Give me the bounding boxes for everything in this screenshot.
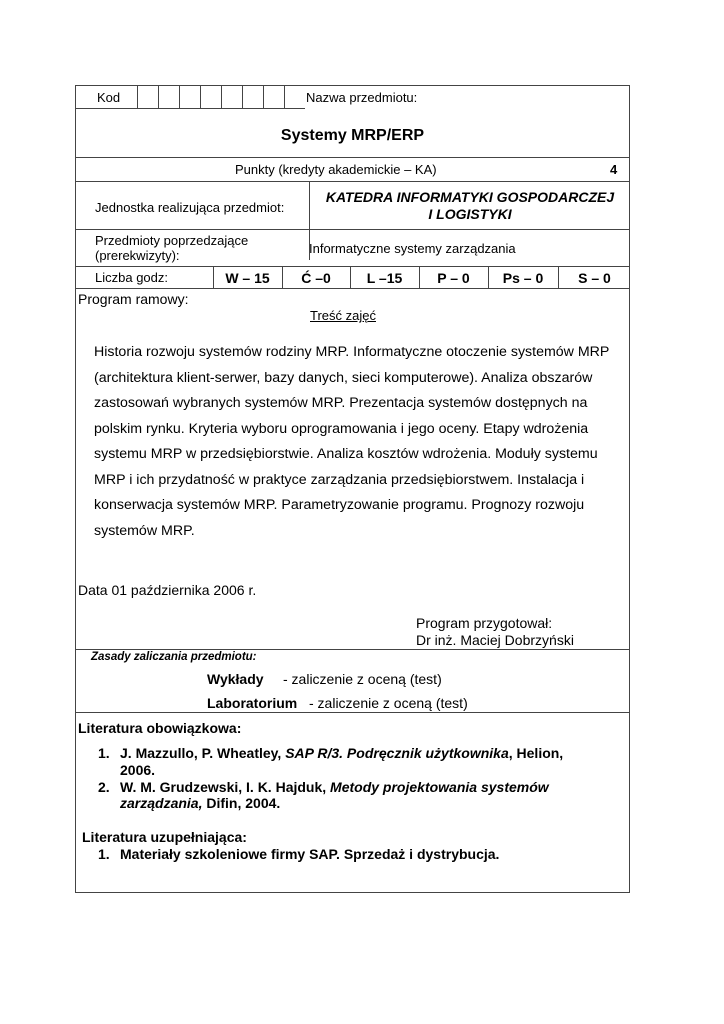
program-date: Data 01 października 2006 r. (78, 582, 257, 598)
code-box (200, 86, 221, 108)
prereq-label-line1: Przedmioty poprzedzające (95, 233, 249, 248)
content-heading: Treść zajęć (310, 308, 376, 323)
required-literature-label: Literatura obowiązkowa: (78, 720, 242, 736)
program-line: zastosowań wybranych systemów MRP. Prezentacja systemów dostępnych na (94, 395, 588, 411)
code-box (158, 86, 179, 108)
program-line: Historia rozwoju systemów rodziny MRP. Informatyczne otoczenie systemów MRP (94, 344, 610, 360)
code-box (137, 86, 158, 108)
code-box (221, 86, 242, 108)
divider (76, 712, 629, 713)
program-line: (architektura klient-serwer, bazy danych, sieci komputerowe). Analiza obszarów (94, 369, 593, 386)
supplementary-item-1: Materiały szkoleniowe firmy SAP. Sprzedaż i dystrybucja. (120, 846, 500, 862)
unit-value-line1: KATEDRA INFORMATYKI GOSPODARCZEJ (325, 189, 615, 205)
list-number: 2. (98, 779, 110, 795)
literature-item-1 (120, 745, 563, 761)
prereq-label-line2: (prerekwizyty): (95, 248, 180, 263)
hours-label: Liczba godz: (95, 270, 168, 285)
hours-lab: L –15 (366, 270, 403, 286)
rules-label: Zasady zaliczania przedmiotu: (91, 651, 257, 663)
prepared-by-name: Dr inż. Maciej Dobrzyński (416, 632, 574, 648)
points-label: Punkty (kredyty akademickie – KA) (235, 162, 437, 177)
hours-seminar: S – 0 (578, 270, 611, 286)
code-box (179, 86, 200, 108)
divider (76, 157, 629, 158)
subject-name-label: Nazwa przedmiotu: (306, 90, 418, 105)
divider (76, 266, 629, 267)
lectures-value: - zaliczenie z oceną (test) (283, 671, 442, 687)
unit-label: Jednostka realizująca przedmiot: (95, 200, 285, 215)
code-box (263, 86, 284, 108)
lab-value: - zaliczenie z oceną (test) (309, 695, 468, 711)
program-line: konserwacja systemów MRP. Parametryzowanie programu. Prognozy rozwoju (94, 497, 585, 513)
program-line: polskim rynku. Kryteria wyboru oprogramowania i jego oceny. Etapy wdrożenia (94, 420, 589, 437)
literature-item-2 (120, 779, 549, 795)
list-number: 1. (98, 745, 110, 761)
program-line: systemu MRP w przedsiębiorstwie. Analiza kosztów wdrożenia. Moduły systemu (94, 446, 598, 462)
unit-value-line2: I LOGISTYKI (428, 206, 512, 222)
literature-year: 2006. (120, 762, 156, 778)
program-label: Program ramowy: (78, 291, 189, 307)
literature-authors: W. M. Grudzewski, I. K. Hajduk, (120, 779, 331, 795)
literature-publisher: Difin, 2004. (202, 795, 281, 811)
lectures-label: Wykłady (207, 671, 264, 687)
hours-lecture: W – 15 (225, 270, 270, 286)
program-content (94, 340, 634, 544)
prepared-by-label: Program przygotował: (416, 615, 553, 631)
divider (76, 229, 629, 230)
divider (76, 288, 629, 289)
literature-authors: J. Mazzullo, P. Wheatley, (120, 745, 286, 761)
code-box (242, 86, 263, 108)
syllabus-form (75, 85, 630, 893)
lab-label: Laboratorium (207, 695, 298, 711)
divider (76, 649, 629, 650)
list-number: 1. (98, 846, 110, 862)
hours-exercises: Ć –0 (301, 270, 331, 286)
divider (76, 181, 629, 182)
prereq-value: Informatyczne systemy zarządzania (309, 241, 516, 256)
hours-ps: Ps – 0 (502, 270, 544, 286)
divider (76, 108, 305, 109)
hours-project: P – 0 (437, 270, 470, 286)
subject-title: Systemy MRP/ERP (280, 127, 425, 144)
literature-publisher: , Helion, (508, 745, 564, 761)
code-box (284, 86, 305, 108)
literature-title: Metody projektowania systemów (330, 779, 549, 795)
literature-item-2-cont (120, 795, 280, 811)
program-line: systemów MRP. (94, 522, 195, 539)
literature-title: SAP R/3. Podręcznik użytkownika (285, 745, 509, 761)
code-label: Kod (97, 90, 121, 105)
literature-title: zarządzania, (120, 795, 203, 811)
program-line: MRP i ich przydatność w praktyce zarządzania przedsiębiorstwem. Instalacja i (94, 471, 585, 488)
supplementary-literature-label: Literatura uzupełniająca: (82, 829, 247, 845)
points-value: 4 (610, 162, 618, 177)
